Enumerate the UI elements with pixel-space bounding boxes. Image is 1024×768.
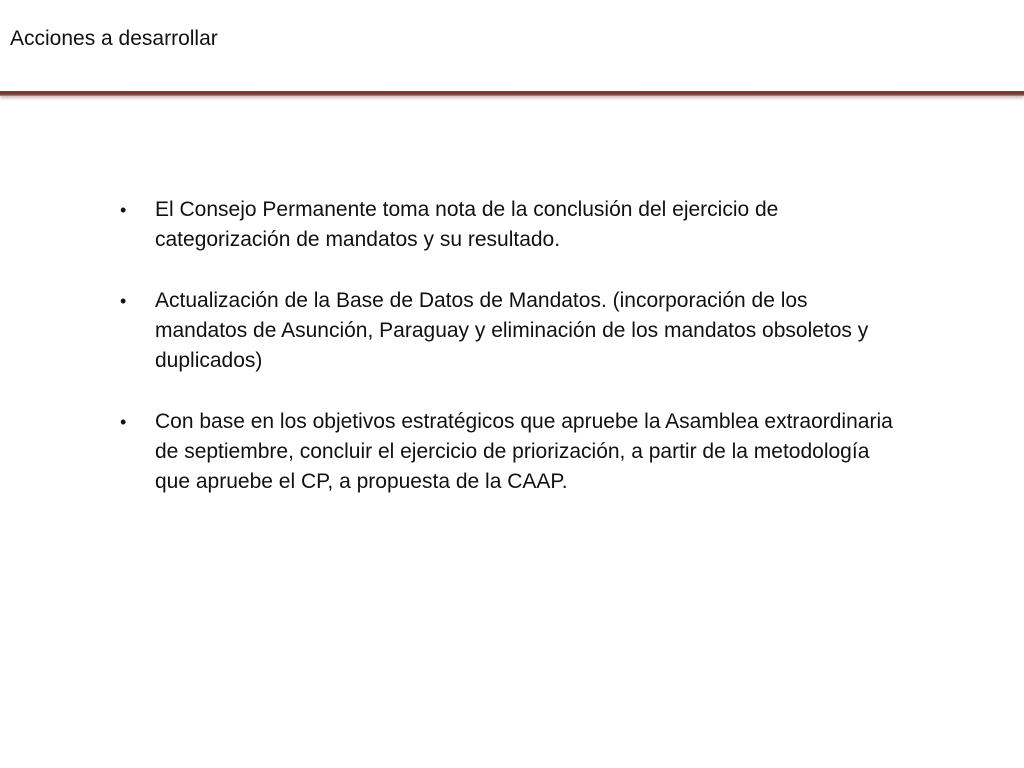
bullet-icon: • <box>120 412 127 432</box>
bullet-item <box>120 286 900 376</box>
slide-title: Acciones a desarrollar <box>10 27 218 50</box>
bullet-text: El Consejo Permanente toma nota de la conclusión del ejercicio de categorización de mandatos y su resultado. <box>155 198 779 251</box>
bullet-item <box>120 407 900 497</box>
title-divider <box>0 91 1024 96</box>
bullet-text: Actualización de la Base de Datos de Mandatos. (incorporación de los mandatos de Asunción, Paraguay y eliminación de los mandatos obsoletos y duplicados) <box>155 289 869 372</box>
bullet-item <box>120 195 900 255</box>
bullet-icon: • <box>120 291 127 311</box>
bullet-text: Con base en los objetivos estratégicos que apruebe la Asamblea extraordinaria de septiembre, concluir el ejercicio de priorización, a partir de la metodología que apruebe el CP, a propuesta de la CAAP. <box>155 410 893 493</box>
bullet-list <box>120 195 900 497</box>
bullet-icon: • <box>120 200 127 220</box>
